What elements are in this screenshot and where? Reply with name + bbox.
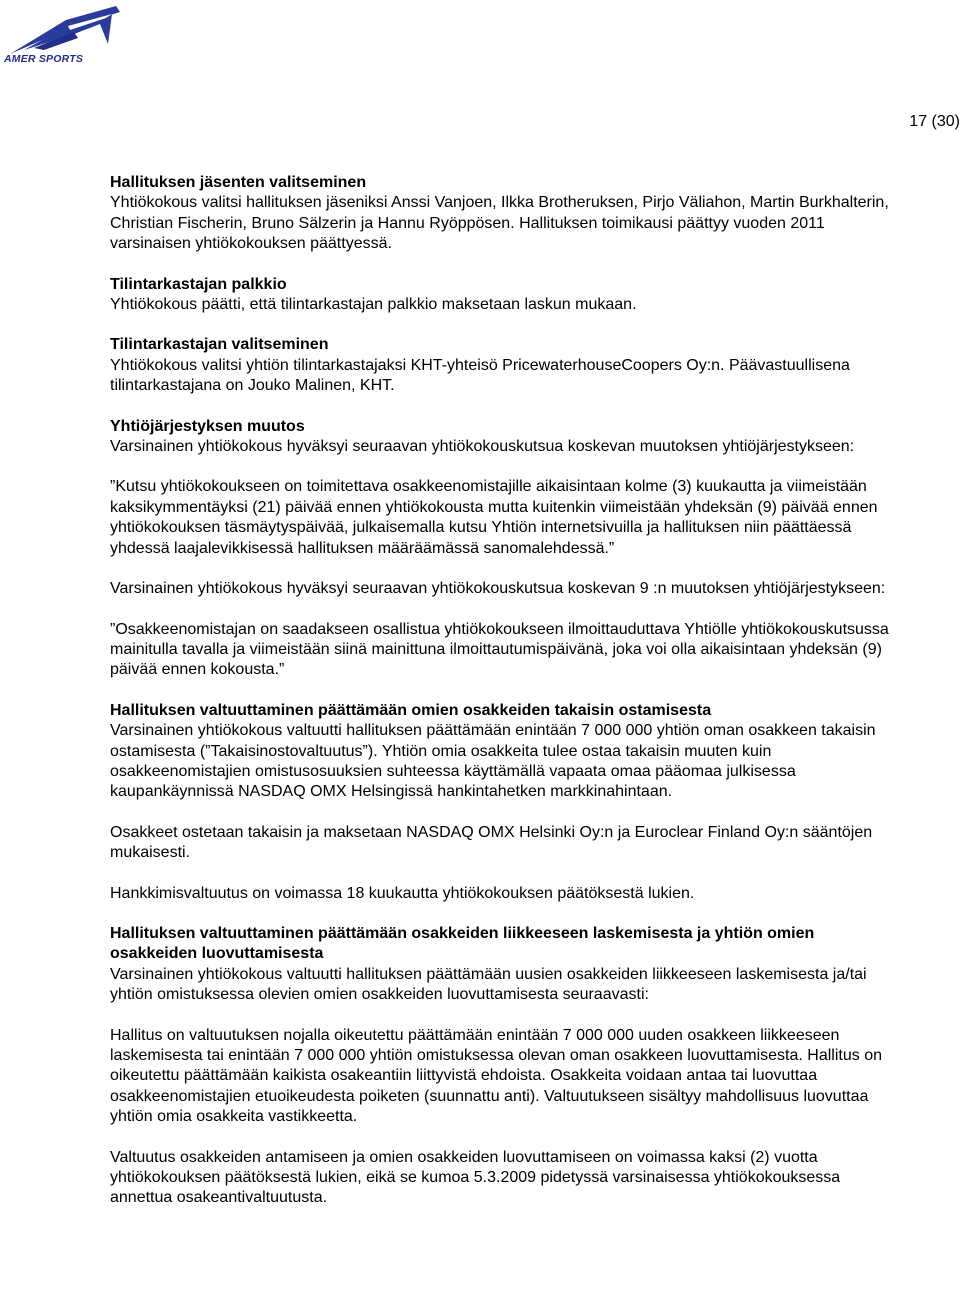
paragraph: Varsinainen yhtiökokous valtuutti hallituksen päättämään uusien osakkeiden liikkeeseen laskemisesta ja/tai yhtiön omistuksessa olevien omien osakkeiden luovuttamisesta seuraavasti: bbox=[110, 965, 867, 1004]
document-body bbox=[110, 173, 890, 1229]
section-heading: Hallituksen valtuuttaminen päättämään osakkeiden liikkeeseen laskemisesta ja yhtiön omien osakkeiden luovuttamisesta bbox=[110, 924, 815, 963]
paragraph: Yhtiökokous valitsi hallituksen jäseniksi Anssi Vanjoen, Ilkka Brotheruksen, Pirjo Väliahon, Martin Burkhalterin, Christian Fischerin, Bruno Sälzerin ja Hannu Ryöppösen. Hallituksen toimikausi päättyy vuoden 2011 varsinaisen yhtiökokouksen päättyessä. bbox=[110, 194, 889, 253]
quoted-paragraph: ”Kutsu yhtiökokoukseen on toimitettava osakkeenomistajille aikaisintaan kolme (3) kuukautta ja viimeistään kaksikymmentäyksi (21) päivää ennen yhtiökokousta mutta kuitenkin viimeistään yhdeksän (9) päivää ennen yhtiökokouksen täsmäytyspäivää, julkaisemalla kutsu Yhtiön internetsivuilla ja hallituksen niin päättäessä yhdessä laajalevikkisessä hallituksen määräämässä sanomalehdessä.” bbox=[110, 478, 878, 557]
paragraph: Yhtiökokous valitsi yhtiön tilintarkastajaksi KHT-yhteisö PricewaterhouseCoopers Oy:n. Päävastuullisena tilintarkastajana on Jouko Malinen, KHT. bbox=[110, 356, 850, 395]
section-heading: Hallituksen jäsenten valitseminen bbox=[110, 174, 367, 191]
paragraph: Hallitus on valtuutuksen nojalla oikeutettu päättämään enintään 7 000 000 uuden osakkeen liikkeeseen laskemisesta tai enintään 7 000 000 yhtiön omistuksessa olevan oman osakkeen luovuttamisesta. Hallitus on oikeutettu päättämään kaikista osakeantiin liittyvistä ehdoista. Osakkeita voidaan antaa tai luovuttaa osakkeenomistajien etuoikeudesta poiketen (suunnattu anti). Valtuutukseen sisältyy mahdollisuus luovuttaa yhtiön omia osakkeita vastikkeetta. bbox=[110, 1026, 882, 1126]
paragraph: Varsinainen yhtiökokous valtuutti hallituksen päättämään enintään 7 000 000 yhtiön oman osakkeen takaisin ostamisesta (”Takaisinostovaltuutus”). Yhtiön omia osakkeita tulee ostaa takaisin muuten kuin osakkeenomistajien omistusosuuksien suhteessa käyttämällä vapaata omaa pääomaa julkisessa kaupankäynnissä NASDAQ OMX Helsingissä hankintahetken markkinahintaan. bbox=[110, 722, 876, 801]
paragraph: Yhtiökokous päätti, että tilintarkastajan palkkio maksetaan laskun mukaan. bbox=[110, 296, 637, 314]
paragraph: Varsinainen yhtiökokous hyväksyi seuraavan yhtiökokouskutsua koskevan muutoksen yhtiöjärjestykseen: bbox=[110, 438, 855, 456]
section-share-buyback bbox=[110, 701, 890, 904]
page-number: 17 (30) bbox=[909, 113, 960, 130]
section-heading: Hallituksen valtuuttaminen päättämään omien osakkeiden takaisin ostamisesta bbox=[110, 701, 712, 719]
logo-wordmark: AMER SPORTS bbox=[4, 53, 84, 65]
paragraph: Osakkeet ostetaan takaisin ja maksetaan NASDAQ OMX Helsinki Oy:n ja Euroclear Finland Oy:n sääntöjen mukaisesti. bbox=[110, 823, 873, 862]
amer-sports-logo-icon bbox=[4, 4, 128, 56]
section-auditor-fee bbox=[110, 275, 890, 316]
paragraph: Valtuutus osakkeiden antamiseen ja omien osakkeiden luovuttamiseen on voimassa kaksi (2) vuotta yhtiökokouksen päätöksestä lukien, eikä se kumoa 5.3.2009 pidetyssä varsinaisessa yhtiökokouksessa annettua osakeantivaltuutusta. bbox=[110, 1148, 841, 1207]
paragraph: Varsinainen yhtiökokous hyväksyi seuraavan yhtiökokouskutsua koskevan 9 :n muutoksen yhtiöjärjestykseen: bbox=[110, 580, 886, 598]
section-share-issue bbox=[110, 924, 890, 1209]
section-heading: Yhtiöjärjestyksen muutos bbox=[110, 417, 305, 435]
section-heading: Tilintarkastajan valitseminen bbox=[110, 336, 329, 354]
section-articles-amendment bbox=[110, 417, 890, 681]
section-auditor-election bbox=[110, 335, 890, 396]
section-heading: Tilintarkastajan palkkio bbox=[110, 275, 287, 293]
quoted-paragraph: ”Osakkeenomistajan on saadakseen osallistua yhtiökokoukseen ilmoittauduttava Yhtiölle yhtiökokouskutsussa mainitulla tavalla ja viimeistään siinä mainittuna ilmoittautumispäivänä, joka voi olla aikaisintaan yhdeksän (9) päivää ennen kokousta.” bbox=[110, 620, 889, 679]
section-board-election bbox=[110, 173, 890, 255]
paragraph: Hankkimisvaltuutus on voimassa 18 kuukautta yhtiökokouksen päätöksestä lukien. bbox=[110, 884, 695, 902]
